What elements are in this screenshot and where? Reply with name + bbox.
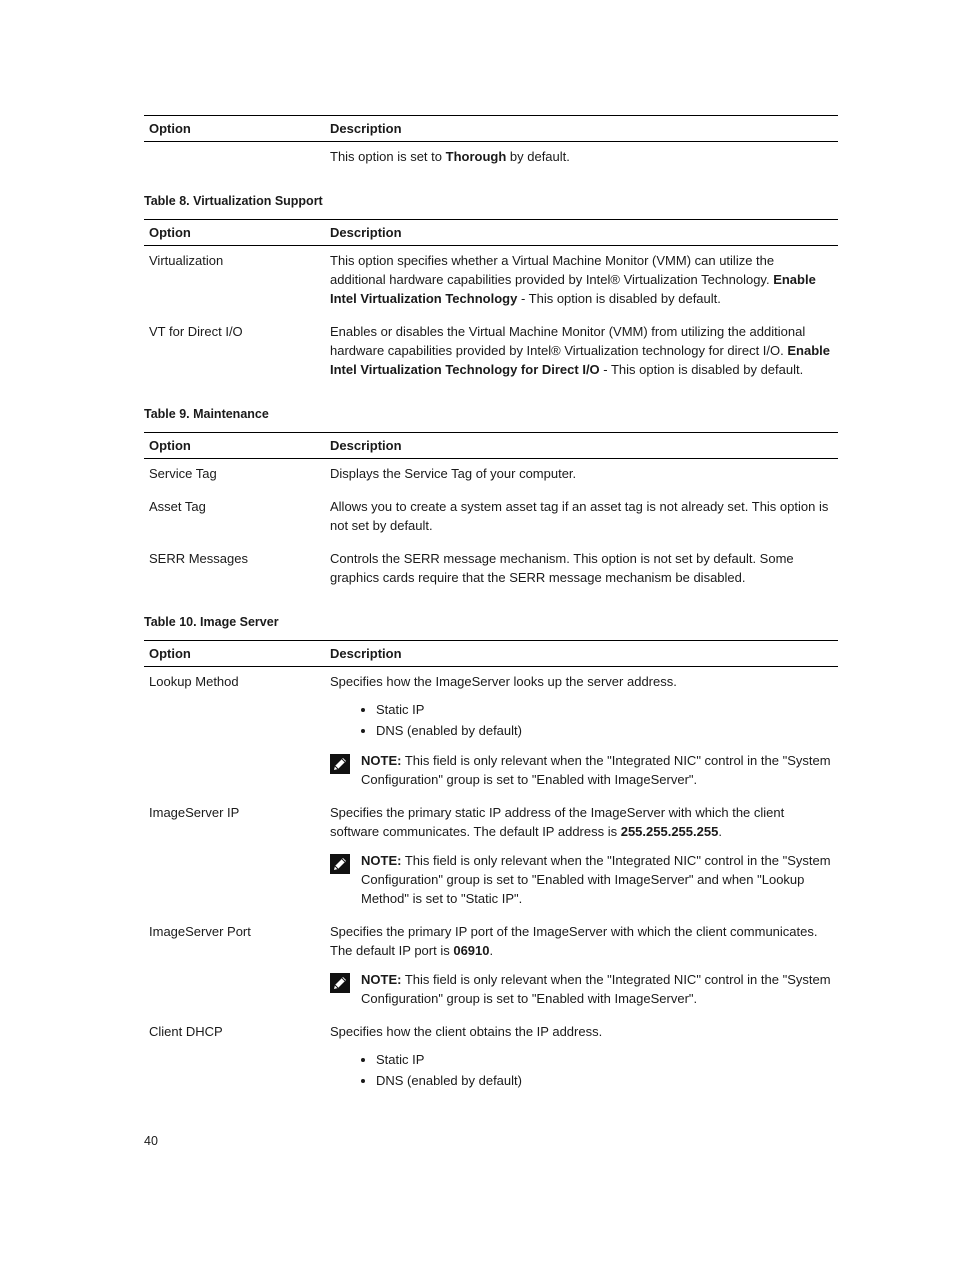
table-row [144, 1017, 838, 1108]
table-10-caption: Table 10. Image Server [144, 615, 279, 629]
table-header-row [144, 641, 838, 667]
option-cell: Virtualization [149, 253, 224, 268]
document-page [144, 115, 838, 1108]
note: NOTE: This field is only relevant when the "Integrated NIC" control in the "System Configuration" group is set to "Enabled with ImageServer". [330, 751, 833, 789]
description-cell: Specifies how the ImageServer looks up the server address. • Static IP • DNS (enabled by default) NOTE: This field is only relevant when the "Integrated NIC" control in the "System Configuration" group is set to "Enabled with ImageServer". [325, 667, 838, 799]
table-continued [144, 115, 838, 175]
table-row [144, 459, 838, 493]
table-row [144, 667, 838, 799]
option-cell: Lookup Method [149, 674, 239, 689]
page-number: 40 [144, 1134, 158, 1148]
table-row [144, 917, 838, 1017]
table-image-server [144, 640, 838, 1108]
note-pencil-icon [330, 751, 361, 789]
note: NOTE: This field is only relevant when the "Integrated NIC" control in the "System Configuration" group is set to "Enabled with ImageServer". [330, 970, 833, 1008]
table-maintenance [144, 432, 838, 596]
list-item: • DNS (enabled by default) [376, 720, 833, 741]
description-cell: Specifies the primary static IP address of the ImageServer with which the client software communicates. The default IP address is 255.255.255.255. NOTE: This field is only relevant when the "Integrated NIC" control in the "System Configuration" group is set to "Enabled with ImageServer" and when "Lookup Method" is set to "Static IP". [325, 798, 838, 917]
list-item: • Static IP [376, 699, 833, 720]
table-header-row [144, 433, 838, 459]
note-pencil-icon [330, 970, 361, 1008]
option-cell: ImageServer Port [149, 924, 251, 939]
option-cell: Service Tag [149, 466, 217, 481]
table-header-row [144, 220, 838, 246]
header-description: Description [325, 116, 838, 142]
table-virtualization-support [144, 219, 838, 388]
table-row [144, 142, 838, 176]
list-item: • Static IP [376, 1049, 833, 1070]
option-cell [144, 142, 325, 176]
table-row [144, 544, 838, 596]
bullet-list [330, 699, 833, 741]
bullet-list [330, 1049, 833, 1091]
option-cell: SERR Messages [149, 551, 248, 566]
table-row [144, 246, 838, 318]
note-pencil-icon [330, 851, 361, 908]
header-description: Description [325, 220, 838, 246]
description-cell: Displays the Service Tag of your computer. [330, 466, 577, 481]
option-cell: ImageServer IP [149, 805, 240, 820]
list-item: • DNS (enabled by default) [376, 1070, 833, 1091]
option-cell: Asset Tag [149, 499, 206, 514]
table-header-row [144, 116, 838, 142]
table-9-caption: Table 9. Maintenance [144, 407, 269, 421]
description-cell: Specifies how the client obtains the IP address. • Static IP • DNS (enabled by default) [325, 1017, 838, 1108]
header-option: Option [144, 641, 325, 667]
header-option: Option [144, 116, 325, 142]
header-description: Description [325, 641, 838, 667]
header-option: Option [144, 220, 325, 246]
header-description: Description [325, 433, 838, 459]
description-cell: This option specifies whether a Virtual Machine Monitor (VMM) can utilize the additional hardware capabilities provided by Intel® Virtualization Technology. Enable Intel Virtualization Technology - This option is disabled by default. [330, 253, 816, 306]
description-cell: Controls the SERR message mechanism. This option is not set by default. Some graphics cards require that the SERR message mechanism be disabled. [330, 551, 794, 585]
table-row [144, 492, 838, 544]
description-cell: Enables or disables the Virtual Machine Monitor (VMM) from utilizing the additional hardware capabilities provided by Intel® Virtualization technology for direct I/O. Enable Intel Virtualization Technology for Direct I/O - This option is disabled by default. [330, 324, 830, 377]
description-cell: Allows you to create a system asset tag if an asset tag is not already set. This option is not set by default. [330, 499, 829, 533]
option-cell: VT for Direct I/O [149, 324, 243, 339]
table-row [144, 317, 838, 388]
note: NOTE: This field is only relevant when the "Integrated NIC" control in the "System Configuration" group is set to "Enabled with ImageServer" and when "Lookup Method" is set to "Static IP". [330, 851, 833, 908]
header-option: Option [144, 433, 325, 459]
table-row [144, 798, 838, 917]
option-cell: Client DHCP [149, 1024, 223, 1039]
description-cell: Specifies the primary IP port of the ImageServer with which the client communicates. The default IP port is 06910. NOTE: This field is only relevant when the "Integrated NIC" control in the "System Configuration" group is set to "Enabled with ImageServer". [325, 917, 838, 1017]
table-8-caption: Table 8. Virtualization Support [144, 194, 323, 208]
description-cell: This option is set to Thorough by default. [330, 149, 570, 164]
